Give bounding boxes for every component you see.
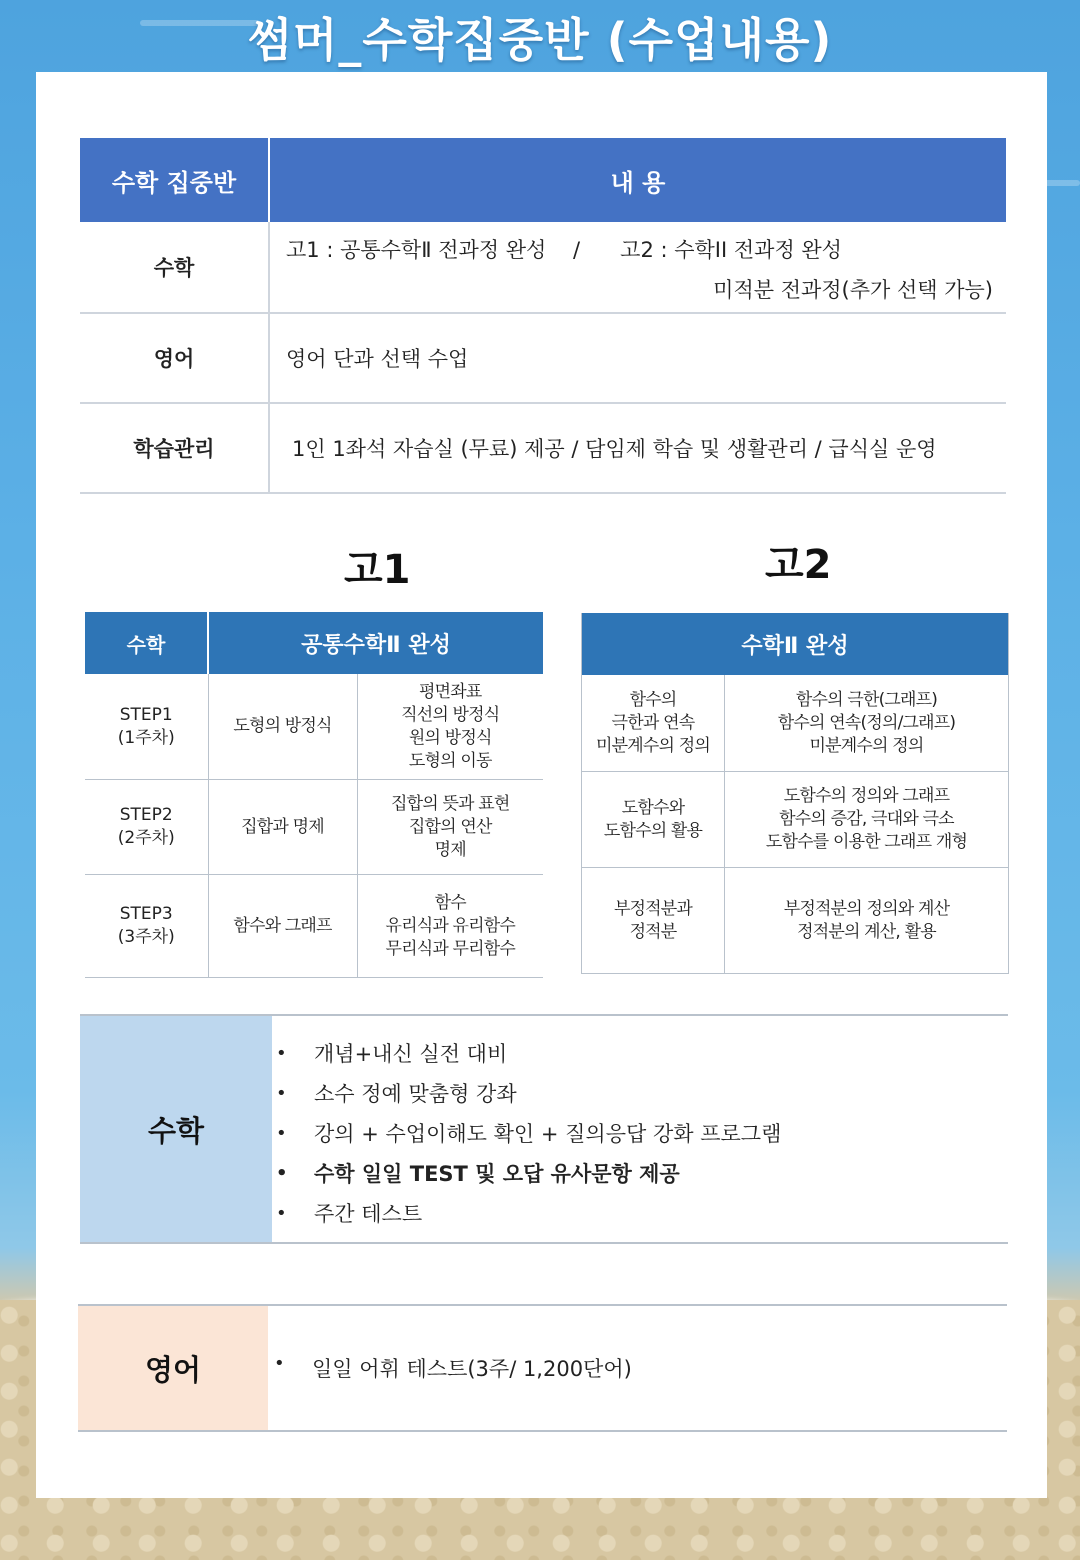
english-feature-label: 영어 — [78, 1306, 268, 1430]
summary-table — [80, 138, 1006, 494]
grade1-table — [85, 612, 543, 978]
summary-key-management: 학습관리 — [80, 403, 269, 493]
detail-cell — [357, 780, 543, 875]
topic-line: 정적분 — [629, 921, 677, 942]
summary-value-management: 1인 1좌석 자습실 (무료) 제공 / 담임제 학습 및 생활관리 / 급식실 운영 — [269, 403, 1006, 493]
detail-item: 평면좌표 — [419, 681, 482, 702]
summary-header-program: 수학 집중반 — [80, 138, 269, 222]
detail-item: 함수의 연속(정의/그래프) — [777, 712, 956, 733]
list-item: • 강의 + 수업이해도 확인 + 질의응답 강화 프로그램 — [294, 1118, 781, 1158]
topic-cell: 함수와 그래프 — [208, 875, 357, 978]
detail-item: 도함수의 정의와 그래프 — [783, 786, 950, 806]
detail-cell — [725, 772, 1009, 868]
detail-item: 직선의 방정식 — [401, 704, 500, 725]
step-week: (2주차) — [117, 828, 175, 848]
table-row — [582, 675, 1009, 772]
topic-line: 미분계수의 정의 — [596, 735, 710, 756]
table-row — [80, 222, 1006, 313]
summary-value-english: 영어 단과 선택 수업 — [269, 313, 1006, 403]
table-row — [582, 772, 1009, 868]
english-feature-box — [78, 1304, 1007, 1432]
detail-item: 부정적분의 정의와 계산 — [783, 898, 950, 919]
detail-item: 집합의 뜻과 표현 — [390, 793, 510, 814]
topic-line: 도함수의 활용 — [603, 820, 703, 841]
page-title: 썸머_수학집중반 (수업내용) — [247, 13, 833, 67]
step-label: STEP3 — [119, 904, 173, 924]
table-row — [85, 674, 543, 780]
summary-math-line2: 미적분 전과정(추가 선택 가능) — [713, 278, 993, 302]
step-cell — [85, 674, 208, 780]
detail-item: 무리식과 무리함수 — [385, 938, 516, 959]
step-cell — [85, 780, 208, 875]
step-week: (1주차) — [117, 727, 175, 748]
list-item: • 주간 테스트 — [294, 1198, 781, 1238]
topic-line: 극한과 연속 — [611, 712, 695, 733]
list-item: • 소수 정예 맞춤형 강좌 — [294, 1078, 781, 1118]
table-row — [85, 875, 543, 978]
detail-cell — [357, 875, 543, 978]
list-item: • 개념+내신 실전 대비 — [294, 1038, 781, 1078]
detail-item: 명제 — [434, 839, 466, 860]
detail-cell — [725, 868, 1009, 974]
topic-line: 함수의 — [629, 689, 677, 710]
summary-math-line1: 고1 : 공통수학Ⅱ 전과정 완성 / 고2 : 수학II 전과정 완성 — [286, 238, 842, 262]
list-item: • 수학 일일 TEST 및 오답 유사문항 제공 — [294, 1158, 781, 1198]
grade1-header-course: 공통수학Ⅱ 완성 — [208, 612, 543, 674]
summary-key-math: 수학 — [80, 222, 269, 313]
summary-header-content: 내 용 — [269, 138, 1006, 222]
topic-cell: 도형의 방정식 — [208, 674, 357, 780]
topic-cell — [582, 772, 725, 868]
detail-item: 도형의 이동 — [408, 750, 492, 771]
topic-cell: 집합과 명제 — [208, 780, 357, 875]
table-row — [80, 403, 1006, 493]
detail-item: 도함수를 이용한 그래프 개형 — [765, 832, 968, 852]
math-feature-list — [272, 1016, 781, 1242]
summary-key-english: 영어 — [80, 313, 269, 403]
grade1-header-subject: 수학 — [85, 612, 208, 674]
detail-item: 원의 방정식 — [408, 727, 492, 748]
detail-item: 집합의 연산 — [408, 816, 492, 837]
detail-item: 함수의 증감, 극대와 극소 — [779, 809, 954, 829]
grade2-table — [581, 613, 1009, 974]
table-row — [582, 868, 1009, 974]
step-cell — [85, 875, 208, 978]
detail-item: 미분계수의 정의 — [809, 735, 924, 756]
list-item: • 일일 어휘 테스트(3주/ 1,200단어) — [292, 1353, 632, 1383]
detail-item: 함수의 극한(그래프) — [795, 689, 938, 710]
english-feature-list — [268, 1353, 632, 1383]
step-label: STEP1 — [119, 704, 173, 725]
step-week: (3주차) — [117, 927, 175, 947]
math-feature-label: 수학 — [80, 1016, 272, 1242]
topic-cell — [582, 868, 725, 974]
summary-value-math — [269, 222, 1006, 313]
topic-cell — [582, 675, 725, 772]
grade2-header-course: 수학Ⅱ 완성 — [582, 613, 1009, 675]
step-label: STEP2 — [119, 805, 173, 825]
table-row — [80, 313, 1006, 403]
detail-cell — [725, 675, 1009, 772]
table-row — [85, 780, 543, 875]
detail-item: 유리식과 유리함수 — [385, 915, 516, 936]
topic-line: 부정적분과 — [613, 898, 693, 919]
math-feature-box — [80, 1014, 1008, 1244]
detail-item: 정적분의 계산, 활용 — [797, 921, 936, 942]
detail-cell — [357, 674, 543, 780]
grade1-heading: 고1 — [344, 547, 411, 593]
grade2-heading: 고2 — [765, 542, 832, 588]
topic-line: 도함수와 — [621, 797, 685, 818]
detail-item: 함수 — [434, 892, 466, 913]
